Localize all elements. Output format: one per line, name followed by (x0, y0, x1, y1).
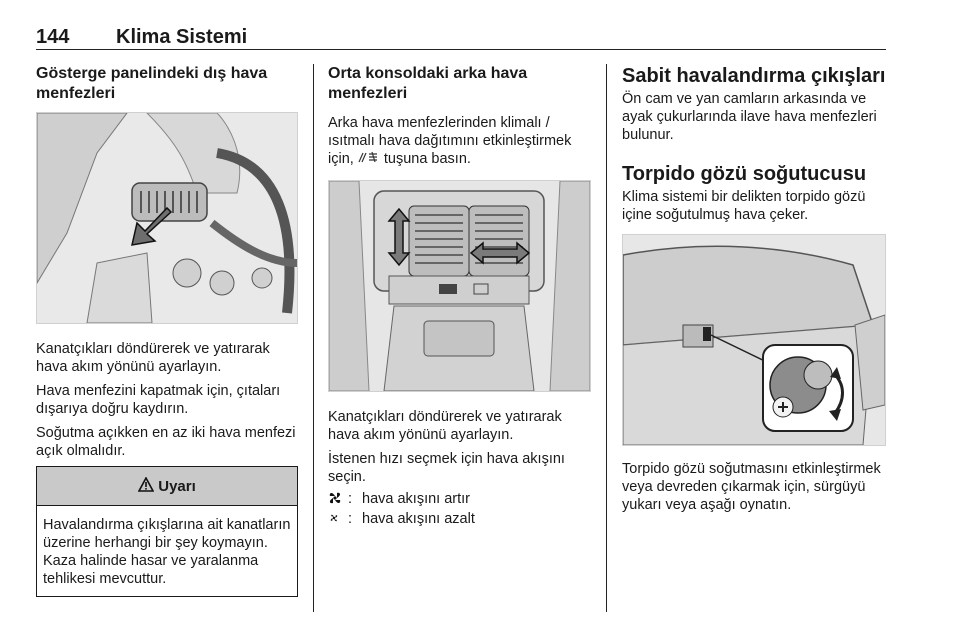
column-divider (313, 64, 314, 612)
column-divider (606, 64, 607, 612)
warning-header (37, 467, 297, 506)
paragraph (328, 114, 591, 168)
fan-high-icon (328, 491, 348, 507)
symbol-label: hava akışını azalt (362, 511, 475, 527)
dashboard-vent-illustration (36, 112, 298, 324)
chapter-title: Klima Sistemi (116, 26, 248, 48)
paragraph-text: tuşuna basın. (379, 151, 471, 167)
paragraph: Torpido gözü soğutmasını etkinleştirmek veya devreden çıkarmak için, sürgüyü yukarı veya aşağı oynatın. (622, 461, 881, 513)
paragraph: Kanatçıkları döndürerek ve yatırarak hava akım yönünü ayarlayın. (328, 409, 562, 443)
section-heading: Gösterge panelindeki dış hava menfezleri (36, 65, 268, 102)
column-dashboard-vents (36, 64, 298, 597)
warning-triangle-icon (138, 477, 154, 496)
paragraph: Ön cam ve yan camların arkasında ve ayak çukurlarında ilave hava menfezleri bulunur. (622, 91, 877, 143)
page-number: 144 (36, 26, 70, 48)
column-fixed-vents (622, 64, 886, 520)
warning-title: Uyarı (158, 477, 196, 495)
section-heading: Orta konsoldaki arka hava menfezleri (328, 65, 528, 102)
paragraph-text: Arka hava menfezlerinden klimalı / ısıtmalı hava dağıtımını etkinleştirmek için, (328, 115, 572, 167)
symbol-row (328, 490, 591, 508)
symbol-colon: : (348, 491, 353, 507)
symbol-label: hava akışını artır (362, 491, 470, 507)
section-heading: Torpido gözü soğutucusu (622, 163, 867, 185)
warning-box (36, 466, 298, 597)
paragraph: Kanatçıkları döndürerek ve yatırarak hava akım yönünü ayarlayın. (36, 341, 270, 375)
paragraph: İstenen hızı seçmek için hava akışını seçin. (328, 451, 565, 485)
header-divider (36, 49, 886, 50)
fan-low-icon (328, 511, 348, 527)
section-heading: Sabit havalandırma çıkışları (622, 65, 886, 87)
paragraph: Klima sistemi bir delikten torpido gözü içine soğutulmuş hava çeker. (622, 189, 866, 223)
glovebox-cooling-illustration (622, 234, 886, 446)
rear-vent-illustration (328, 180, 591, 392)
symbol-row (328, 510, 591, 528)
symbol-colon: : (348, 511, 353, 527)
rear-vent-icon (358, 151, 380, 167)
paragraph: Soğutma açıkken en az iki hava menfezi açık olmalıdır. (36, 425, 296, 459)
warning-text: Havalandırma çıkışlarına ait kanatların üzerine herhangi bir şey koymayın. Kaza halinde hasar ve yaralanma tehlikesi mevcuttur. (43, 517, 291, 587)
paragraph: Hava menfezini kapatmak için, çıtaları dışarıya doğru kaydırın. (36, 383, 281, 417)
column-rear-vents (328, 64, 591, 530)
